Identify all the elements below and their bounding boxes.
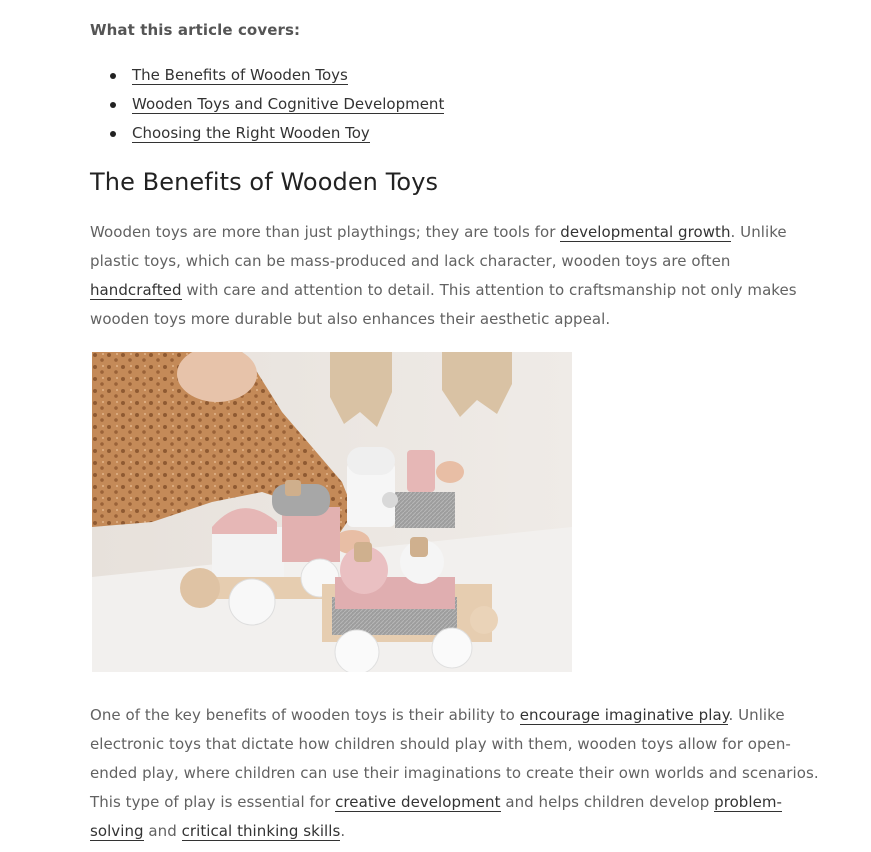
text-span: . Unlike electronic toys that dictate how children should play with them, wooden toys allow for open-ended play, where children can use their imaginations to create their own worlds and scenarios. This type of play is essential for bbox=[90, 706, 819, 811]
bullet-icon bbox=[110, 102, 116, 108]
text-span: and bbox=[143, 822, 182, 840]
text-span: One of the key benefits of wooden toys is their ability to bbox=[90, 706, 520, 724]
toc-item bbox=[132, 62, 444, 91]
text-span: with care and attention to detail. This attention to craftsmanship not only makes wooden toys more durable but also enhances their aesthetic appeal. bbox=[90, 281, 797, 328]
text-span: Wooden toys are more than just playthings; they are tools for bbox=[90, 223, 561, 241]
link-encourage-imaginative-play[interactable]: encourage imaginative play bbox=[519, 706, 729, 724]
text-span: . bbox=[340, 822, 346, 840]
link-developmental-growth[interactable]: developmental growth bbox=[560, 223, 731, 241]
link-problem-solving[interactable]: problem-solving bbox=[90, 793, 783, 840]
link-creative-development[interactable]: creative development bbox=[335, 793, 501, 811]
wooden-toy-train-photo bbox=[92, 352, 572, 672]
text-span: . Unlike plastic toys, which can be mass-produced and lack character, wooden toys are often bbox=[90, 223, 787, 270]
bullet-icon bbox=[110, 131, 116, 137]
section-heading: The Benefits of Wooden Toys bbox=[90, 168, 439, 196]
toc-link-cognitive[interactable]: Wooden Toys and Cognitive Development bbox=[132, 95, 445, 113]
photo-illustration bbox=[92, 352, 572, 672]
toc-link-benefits[interactable]: The Benefits of Wooden Toys bbox=[132, 66, 348, 84]
toc-item bbox=[132, 120, 444, 149]
covers-heading: What this article covers: bbox=[90, 21, 301, 39]
toc-link-choosing[interactable]: Choosing the Right Wooden Toy bbox=[132, 124, 370, 142]
paragraph-intro bbox=[90, 218, 825, 334]
toc-item bbox=[132, 91, 444, 120]
link-critical-thinking-skills[interactable]: critical thinking skills bbox=[181, 822, 341, 840]
link-handcrafted[interactable]: handcrafted bbox=[90, 281, 182, 299]
text-span: and helps children develop bbox=[500, 793, 715, 811]
bullet-icon bbox=[110, 73, 116, 79]
table-of-contents bbox=[90, 62, 444, 149]
paragraph-imaginative-play bbox=[90, 701, 825, 846]
